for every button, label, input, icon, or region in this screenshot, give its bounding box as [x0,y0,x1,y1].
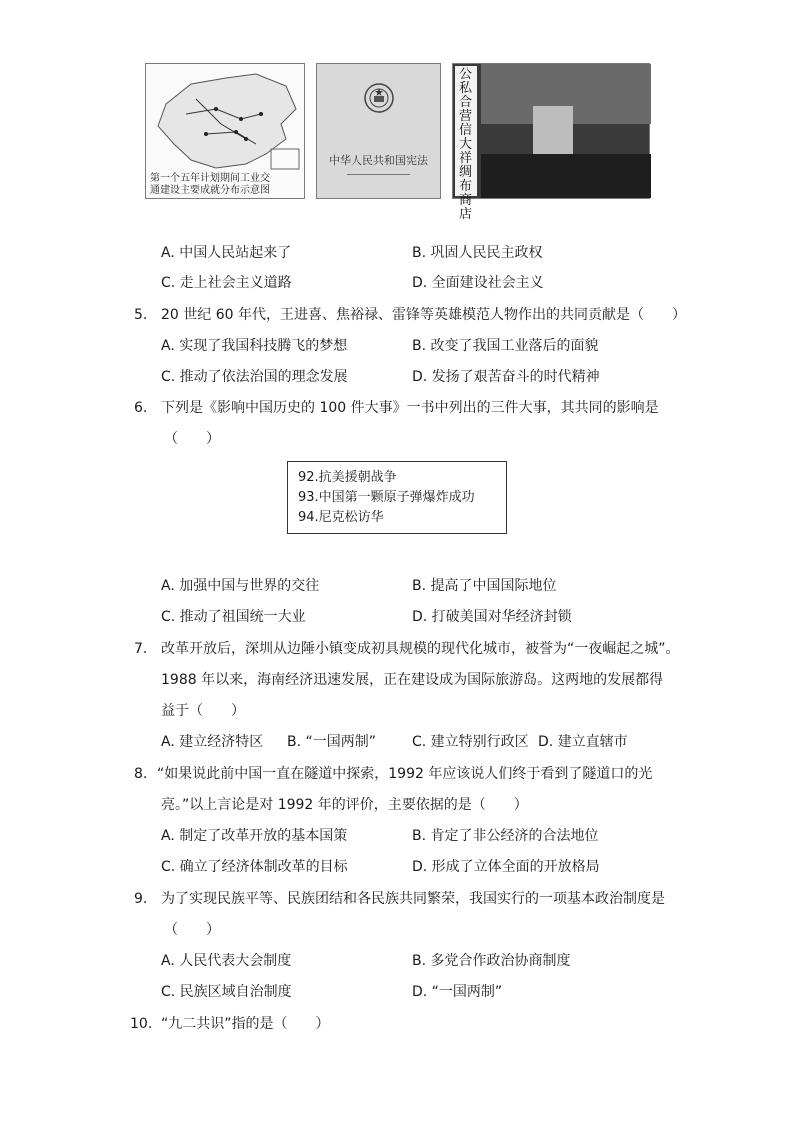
q7-stem-line-1: 改革开放后，深圳从边陲小镇变成初具规模的现代化城市，被誉为“一夜崛起之城”。 [161,641,680,657]
q6-option-c[interactable]: C. 推动了祖国统一大业 [161,609,306,625]
q4-option-c[interactable]: C. 走上社会主义道路 [161,275,292,291]
q9-stem-line-1: 为了实现民族平等、民族团结和各民族共同繁荣，我国实行的一项基本政治制度是 [161,891,665,907]
cover-rule [347,174,410,175]
q6-number: 6. [134,400,148,416]
q4-option-d[interactable]: D. 全面建设社会主义 [412,275,544,291]
q7-option-a[interactable]: A. 建立经济特区 [161,734,264,750]
q10-number: 10. [130,1016,153,1032]
q5-option-a[interactable]: A. 实现了我国科技腾飞的梦想 [161,338,348,354]
photo-placard [533,106,573,156]
q6-option-a[interactable]: A. 加强中国与世界的交往 [161,578,320,594]
q9-option-d[interactable]: D. “一国两制” [412,984,503,1000]
q5-stem: 20 世纪 60 年代，王进喜、焦裕禄、雷锋等英雄模范人物作出的共同贡献是（ ） [161,307,686,323]
q9-number: 9. [134,891,148,907]
q8-option-b[interactable]: B. 肯定了非公经济的合法地位 [412,828,599,844]
q8-option-a[interactable]: A. 制定了改革开放的基本国策 [161,828,348,844]
q6-option-d[interactable]: D. 打破美国对华经济封锁 [412,609,572,625]
q6-stem-line-2: （ ） [164,431,220,447]
q6-event-93: 93.中国第一颗原子弹爆炸成功 [298,490,475,505]
shop-sign-photo-figure [452,63,650,222]
q6-event-94: 94.尼克松访华 [298,510,384,525]
q8-stem-line-1: “如果说此前中国一直在隧道中探索，1992 年应该说人们终于看到了隧道口的光 [157,766,653,782]
shop-sign-text: 公私合营信大祥绸布商店 [459,67,473,222]
q6-events-box [287,461,507,534]
q5-option-c[interactable]: C. 推动了依法治国的理念发展 [161,369,348,385]
q7-option-b[interactable]: B. “一国两制” [287,734,377,750]
q9-option-b[interactable]: B. 多党合作政治协商制度 [412,953,571,969]
q8-option-d[interactable]: D. 形成了立体全面的开放格局 [412,859,600,875]
q8-option-c[interactable]: C. 确立了经济体制改革的目标 [161,859,348,875]
q6-option-b[interactable]: B. 提高了中国国际地位 [412,578,557,594]
constitution-cover-figure [316,63,441,199]
q10-stem: “九二共识”指的是（ ） [161,1016,330,1032]
q7-stem-line-3: 益于（ ） [161,703,245,719]
constitution-title: 中华人民共和国宪法 [329,154,428,167]
q8-stem-line-2: 亮。”以上言论是对 1992 年的评价，主要依据的是（ ） [161,797,528,813]
fig1-caption-line-2: 通建设主要成就分布示意图 [150,185,270,196]
five-year-plan-map-figure [145,63,305,199]
q4-option-b[interactable]: B. 巩固人民民主政权 [412,245,543,261]
q7-option-c[interactable]: C. 建立特别行政区 [412,734,529,750]
q4-option-a[interactable]: A. 中国人民站起来了 [161,245,292,261]
national-emblem-icon [363,82,395,114]
q9-option-a[interactable]: A. 人民代表大会制度 [161,953,292,969]
q7-stem-line-2: 1988 年以来，海南经济迅速发展，正在建设成为国际旅游岛。这两地的发展都得 [161,672,664,688]
q9-option-c[interactable]: C. 民族区域自治制度 [161,984,292,1000]
q6-stem-line-1: 下列是《影响中国历史的 100 件大事》一书中列出的三件大事，其共同的影响是 [161,400,659,416]
q5-number: 5. [134,307,148,323]
q8-number: 8. [134,766,148,782]
photo-crowd [481,154,651,198]
q5-option-d[interactable]: D. 发扬了艰苦奋斗的时代精神 [412,369,600,385]
q9-stem-line-2: （ ） [164,922,220,938]
fig1-caption-line-1: 第一个五年计划期间工业交 [150,173,270,184]
q7-number: 7. [134,641,148,657]
q5-option-b[interactable]: B. 改变了我国工业落后的面貌 [412,338,599,354]
q6-event-92: 92.抗美援朝战争 [298,470,397,485]
q7-option-d[interactable]: D. 建立直辖市 [538,734,628,750]
